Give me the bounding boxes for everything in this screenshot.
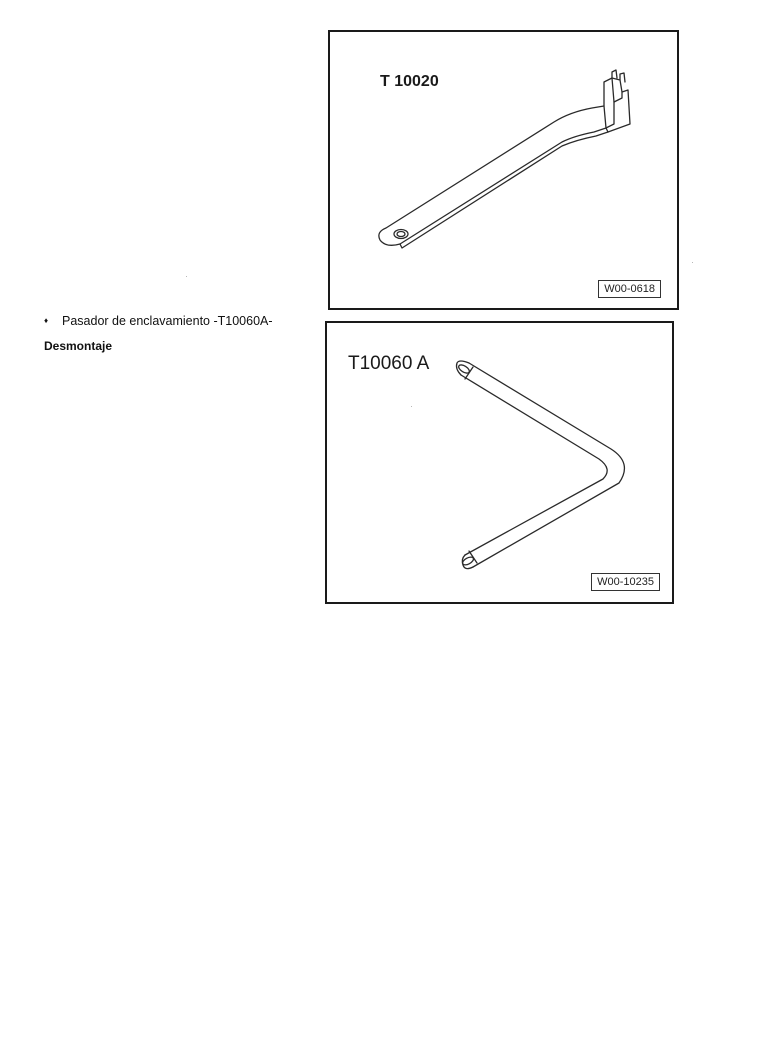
tool-list-item-text: Pasador de enclavamiento -T10060A- [62, 314, 273, 328]
scan-speck [186, 276, 187, 277]
figure-code: W00-10235 [591, 573, 660, 591]
tool-list-item [44, 313, 273, 329]
bullet-icon: ♦ [44, 316, 49, 325]
section-heading: Desmontaje [44, 339, 113, 353]
scan-speck [411, 406, 412, 407]
tool-label: T 10020 [380, 73, 439, 90]
tool-label: T10060 A [348, 353, 430, 374]
figure-code: W00-0618 [598, 280, 661, 298]
figure-t10020 [328, 30, 679, 310]
figure-t10060a [325, 321, 674, 604]
scan-speck [692, 262, 693, 263]
